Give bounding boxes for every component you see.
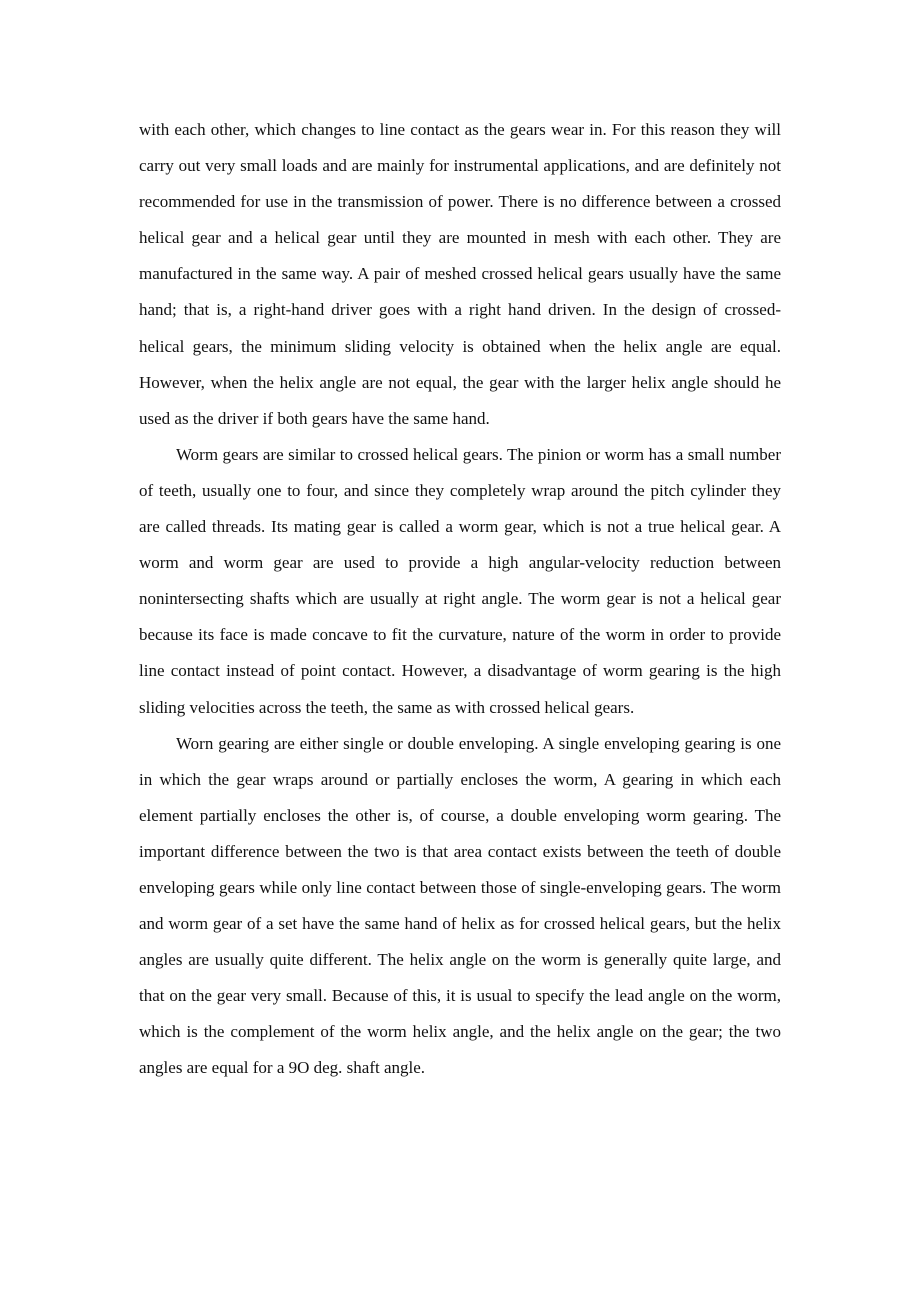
paragraph-enveloping-gearing: Worn gearing are either single or double enveloping. A single enveloping gearing is one in which the gear wraps around or partially encloses the worm, A gearing in which each element partially encloses the other is, of course, a double enveloping worm gearing. The important difference between the two is that area contact exists between the teeth of double enveloping gears while only line contact between those of single-enveloping gears. The worm and worm gear of a set have the same hand of helix as for crossed helical gears, but the helix angles are usually quite different. The helix angle on the worm is generally quite large, and that on the gear very small. Because of this, it is usual to specify the lead angle on the worm, which is the complement of the worm helix angle, and the helix angle on the gear; the two angles are equal for a 9O deg. shaft angle.	[139, 733, 781, 1078]
body-text	[139, 112, 781, 1087]
paragraph-worm-gears: Worm gears are similar to crossed helical gears. The pinion or worm has a small number of teeth, usually one to four, and since they completely wrap around the pitch cylinder they are called threads. Its mating gear is called a worm gear, which is not a true helical gear. A worm and worm gear are used to provide a high angular-velocity reduction between nonintersecting shafts which are usually at right angle. The worm gear is not a helical gear because its face is made concave to fit the curvature, nature of the worm in order to provide line contact instead of point contact. However, a disadvantage of worm gearing is the high sliding velocities across the teeth, the same as with crossed helical gears.	[139, 444, 781, 717]
paragraph-crossed-helical-gears: with each other, which changes to line contact as the gears wear in. For this reason they will carry out very small loads and are mainly for instrumental applications, and are definitely not recommended for use in the transmission of power. There is no difference between a crossed helical gear and a helical gear until they are mounted in mesh with each other. They are manufactured in the same way. A pair of meshed crossed helical gears usually have the same hand; that is, a right-hand driver goes with a right hand driven. In the design of crossed-helical gears, the minimum sliding velocity is obtained when the helix angle are equal. However, when the helix angle are not equal, the gear with the larger helix angle should he used as the driver if both gears have the same hand.	[139, 120, 781, 428]
